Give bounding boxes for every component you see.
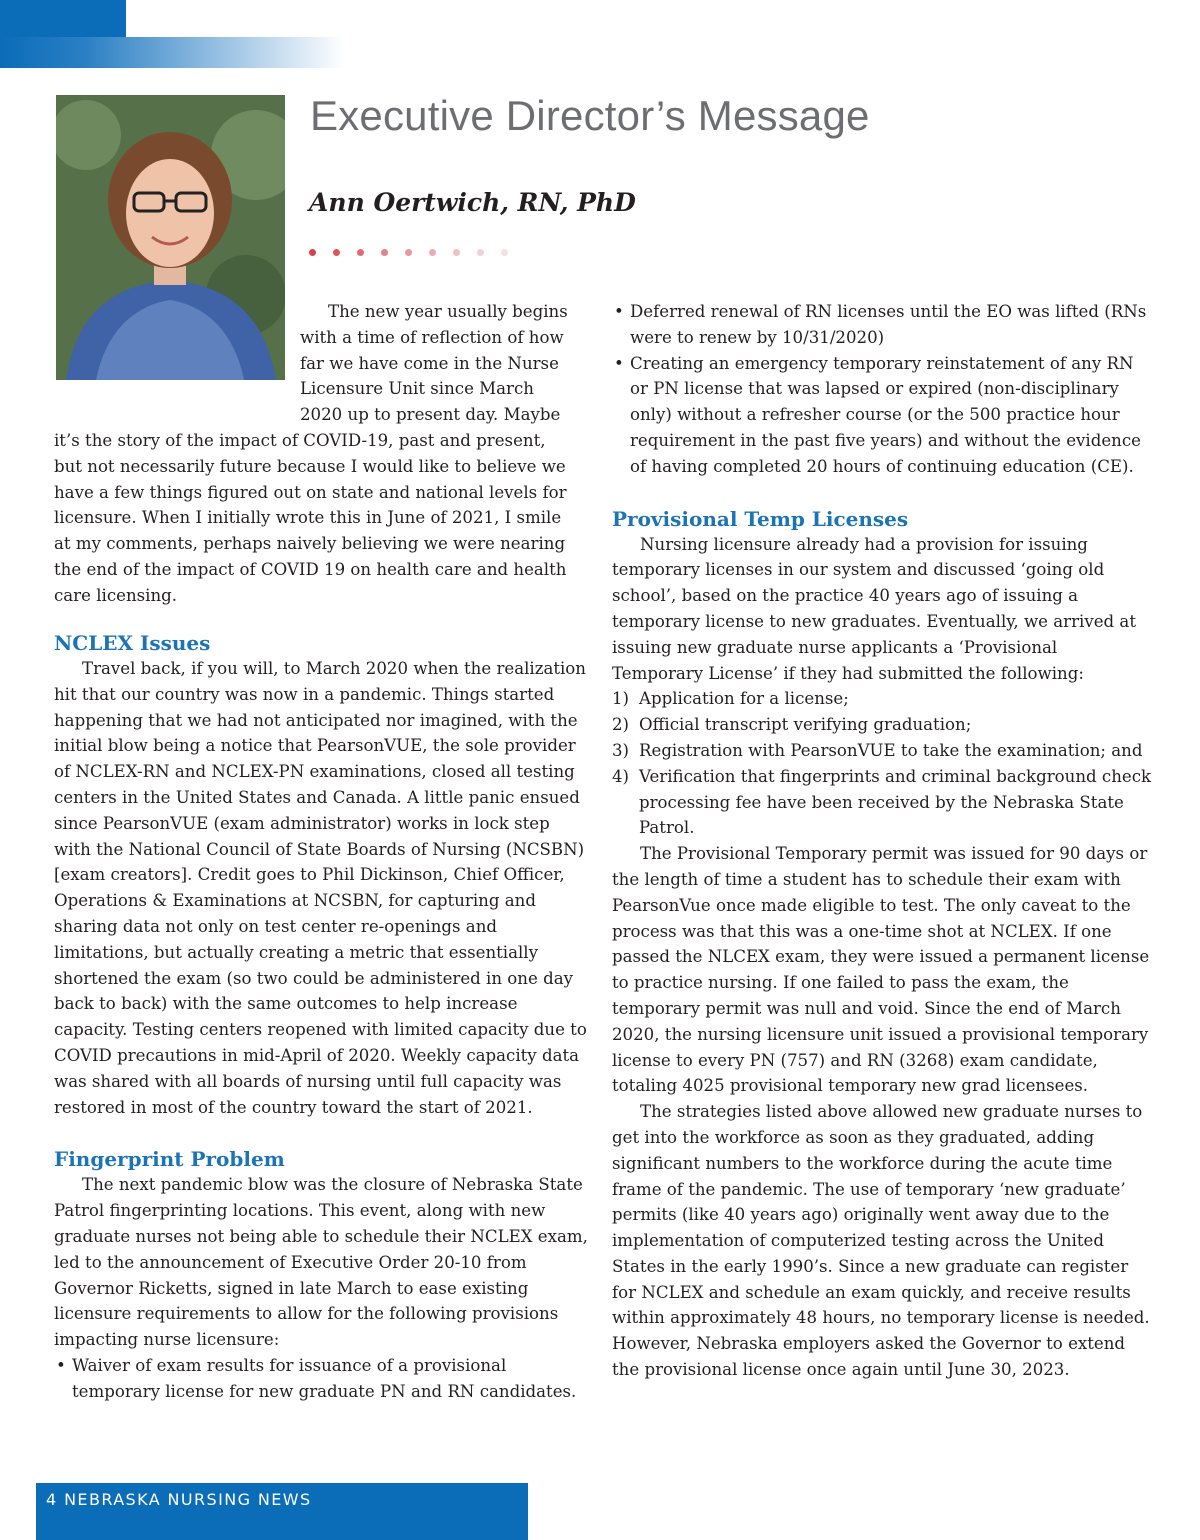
- list-item: 1) Application for a license;: [612, 689, 849, 709]
- nclex-paragraph: Travel back, if you will, to March 2020 when the realization hit that our country was now in a pandemic. Things started happening that we had not anticipated nor imagined, with the initial blow being a notice that PearsonVUE, the sole provider of NCLEX-RN and NCLEX-PN examinations, closed all testing centers in the United States and Canada. A little panic ensued since PearsonVUE (exam administrator) works in lock step with the National Council of State Boards of Nursing (NCSBN) [exam creators]. Credit goes to Phil Dickinson, Chief Officer, Operations & Examinations at NCSBN, for capturing and sharing data not only on test center re-openings and limitations, but actually creating a metric that essentially shortened the exam (so two could be administered in one day back to back) with the same outcomes to help increase capacity. Testing centers reopened with limited capacity due to COVID precautions in mid-April of 2020. Weekly capacity data was shared with all boards of nursing until full capacity was restored in most of the country toward the start of 2021.: [54, 659, 587, 1117]
- page-footer: [36, 1483, 528, 1540]
- executive-order-list: [54, 1353, 590, 1405]
- left-column: [54, 630, 590, 1405]
- header-gradient-bar: [0, 37, 345, 68]
- fingerprint-paragraph: The next pandemic blow was the closure of Nebraska State Patrol fingerprinting locations. This event, along with new graduate nurses not being able to schedule their NCLEX exam, led to the announcement of Executive Order 20-10 from Governor Ricketts, signed in late March to ease existing licensure requirements to allow for the following provisions impacting nurse licensure:: [54, 1175, 588, 1350]
- author-name: Ann Oertwich, RN, PhD: [309, 188, 636, 217]
- intro-paragraph: The new year usually begins with a time of reflection of how far we have come in the Nurse Licensure Unit since March 2020 up to present day. Maybe it’s the story of the impact of COVID-19, past and present, but not necessarily future because I would like to believe we have a few things figured out on state and national levels for licensure. When I initially wrote this in June of 2021, I smile at my comments, perhaps naively believing we were nearing the end of the impact of COVID 19 on health care and health care licensing.: [54, 302, 568, 605]
- list-item: 3) Registration with PearsonVUE to take the examination; and: [612, 740, 1143, 760]
- list-item: • Creating an emergency temporary reinstatement of any RN or PN license that was lapsed or expired (non-disciplinary only) without a refresher course (or the 500 practice hour requirement in the past five years) and without the evidence of having completed 20 hours of continuing education (CE).: [614, 353, 1141, 476]
- decorative-dot: [381, 249, 388, 256]
- intro-section: [54, 299, 578, 609]
- provisional-heading: Provisional Temp Licenses: [612, 506, 909, 531]
- decorative-dot: [429, 249, 436, 256]
- requirements-list: [612, 686, 1152, 841]
- provisional-paragraph-1: Nursing licensure already had a provision for issuing temporary licenses in our system and discussed ‘going old school’, based on the practice 40 years ago of issuing a temporary license to new graduates. Eventually, we arrived at issuing new graduate nurse applicants a ‘Provisional Temporary License’ if they had submitted the following:: [612, 534, 1136, 683]
- decorative-dot: [405, 249, 412, 256]
- decorative-dot: [357, 249, 364, 256]
- provisional-paragraph-3: The strategies listed above allowed new graduate nurses to get into the workforce as soon as they graduated, adding significant numbers to the workforce during the acute time frame of the pandemic. The use of temporary ‘new graduate’ permits (like 40 years ago) originally went away due to the implementation of computerized testing across the United States in the early 1990’s. Since a new graduate can register for NCLEX and schedule an exam quickly, and receive results within approximately 48 hours, no temporary license is needed. However, Nebraska employers asked the Governor to extend the provisional license once again until June 30, 2023.: [612, 1102, 1150, 1380]
- fingerprint-heading: Fingerprint Problem: [54, 1147, 285, 1172]
- decorative-dot: [477, 249, 484, 256]
- decorative-dot: [333, 249, 340, 256]
- list-item: 2) Official transcript verifying graduation;: [612, 715, 972, 735]
- footer-page-label: 4 NEBRASKA NURSING NEWS: [46, 1490, 312, 1509]
- list-item: • Deferred renewal of RN licenses until the EO was lifted (RNs were to renew by 10/31/2020): [614, 302, 1147, 347]
- page-title: Executive Director’s Message: [310, 92, 870, 139]
- decorative-dot: [453, 249, 460, 256]
- provisional-paragraph-2: The Provisional Temporary permit was issued for 90 days or the length of time a student has to schedule their exam with PearsonVue once made eligible to test. The only caveat to the process was that this was a one-time shot at NCLEX. If one passed the NLCEX exam, they were issued a permanent license to practice nursing. If one failed to pass the exam, the temporary permit was null and void. Since the end of March 2020, the nursing licensure unit issued a provisional temporary license to every PN (757) and RN (3268) exam candidate, totaling 4025 provisional temporary new grad licensees.: [612, 844, 1150, 1096]
- decorative-dot: [501, 249, 508, 256]
- nclex-heading: NCLEX Issues: [54, 631, 211, 655]
- executive-order-list-continued: [612, 299, 1152, 480]
- portrait-wrap-spacer: [54, 299, 300, 403]
- list-item: • Waiver of exam results for issuance of a provisional temporary license for new graduate PN and RN candidates.: [56, 1355, 577, 1401]
- list-item: 4) Verification that fingerprints and criminal background check processing fee have been received by the Nebraska State Patrol.: [612, 766, 1152, 838]
- decorative-dot: [309, 249, 316, 256]
- right-column: [612, 299, 1152, 1383]
